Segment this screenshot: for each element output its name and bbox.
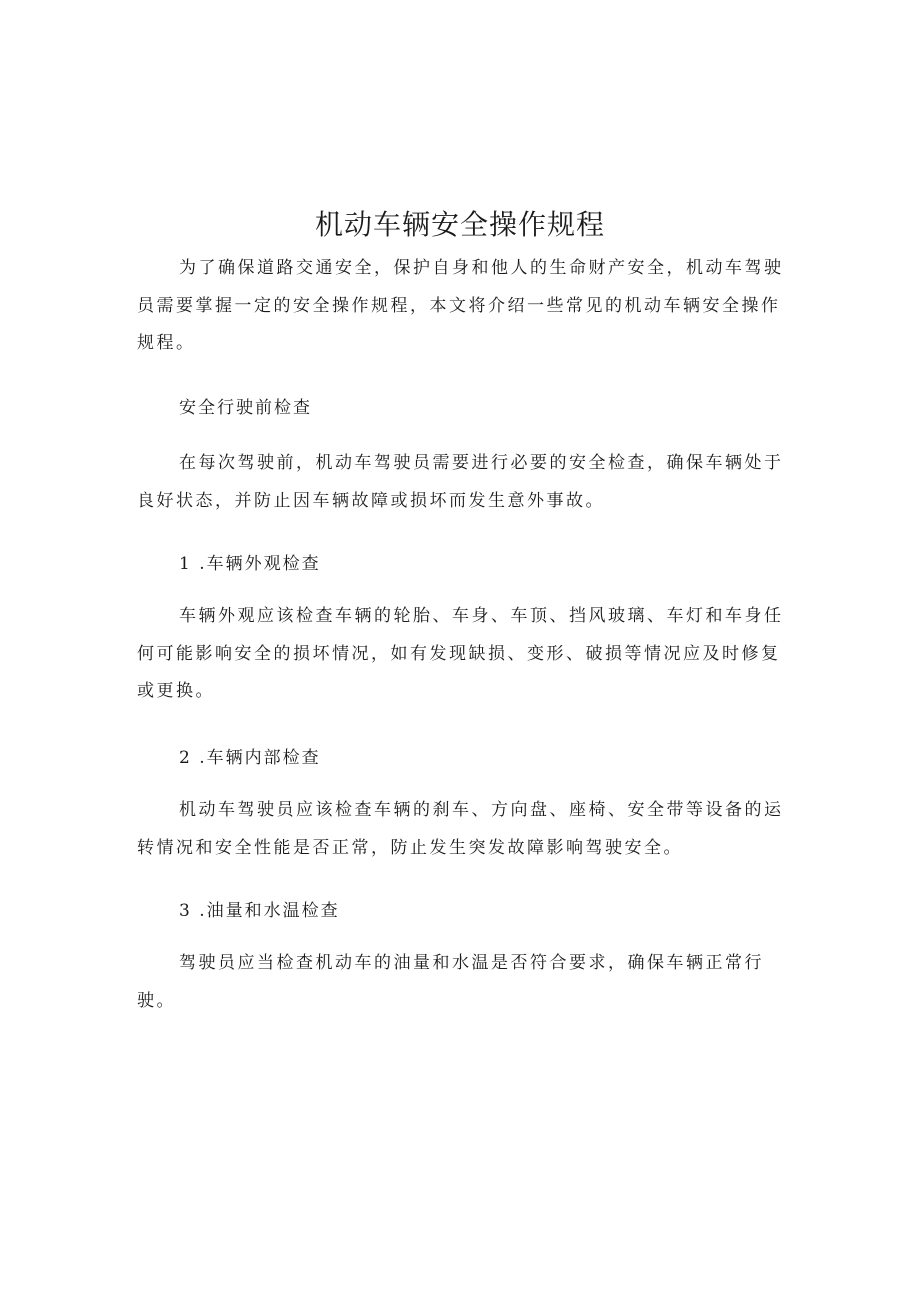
- item-2-paragraph: [137, 792, 797, 867]
- item-1-line-3: 或更换。: [137, 681, 215, 701]
- section-line-1: 在每次驾驶前，机动车驾驶员需要进行必要的安全检查，确保车辆处于: [179, 453, 784, 473]
- item-3-paragraph: [137, 945, 797, 1020]
- document-title: 机动车辆安全操作规程: [314, 208, 605, 241]
- section-line-2: 良好状态，并防止因车辆故障或损坏而发生意外事故。: [137, 490, 605, 511]
- item-1-line-1: 车辆外观应该检查车辆的轮胎、车身、车顶、挡风玻璃、车灯和车身任: [179, 606, 784, 626]
- intro-line-3: 规程。: [137, 333, 196, 353]
- item-3-heading: 3 .油量和水温检查: [179, 901, 340, 921]
- intro-line-2: 员需要掌握一定的安全操作规程，本文将介绍一些常见的机动车辆安全操作: [137, 295, 781, 316]
- item-2-line-2: 转情况和安全性能是否正常，防止发生突发故障影响驾驶安全。: [137, 837, 683, 858]
- intro-line-1: 为了确保道路交通安全，保护自身和他人的生命财产安全，机动车驾驶: [179, 258, 784, 278]
- item-1-paragraph: [137, 598, 797, 711]
- item-3-line-1: 驾驶员应当检查机动车的油量和水温是否符合要求，确保车辆正常行: [179, 953, 764, 973]
- item-2-heading: 2 .车辆内部检查: [179, 748, 321, 768]
- item-1-line-2: 何可能影响安全的损坏情况，如有发现缺损、变形、破损等情况应及时修复: [137, 643, 781, 664]
- section-paragraph: [137, 445, 797, 520]
- item-3-line-2: 驶。: [137, 990, 176, 1011]
- item-1-heading: 1 .车辆外观检查: [179, 554, 321, 574]
- item-2-line-1: 机动车驾驶员应该检查车辆的刹车、方向盘、座椅、安全带等设备的运: [179, 800, 784, 820]
- section-heading: 安全行驶前检查: [179, 398, 312, 418]
- intro-paragraph: [137, 250, 797, 363]
